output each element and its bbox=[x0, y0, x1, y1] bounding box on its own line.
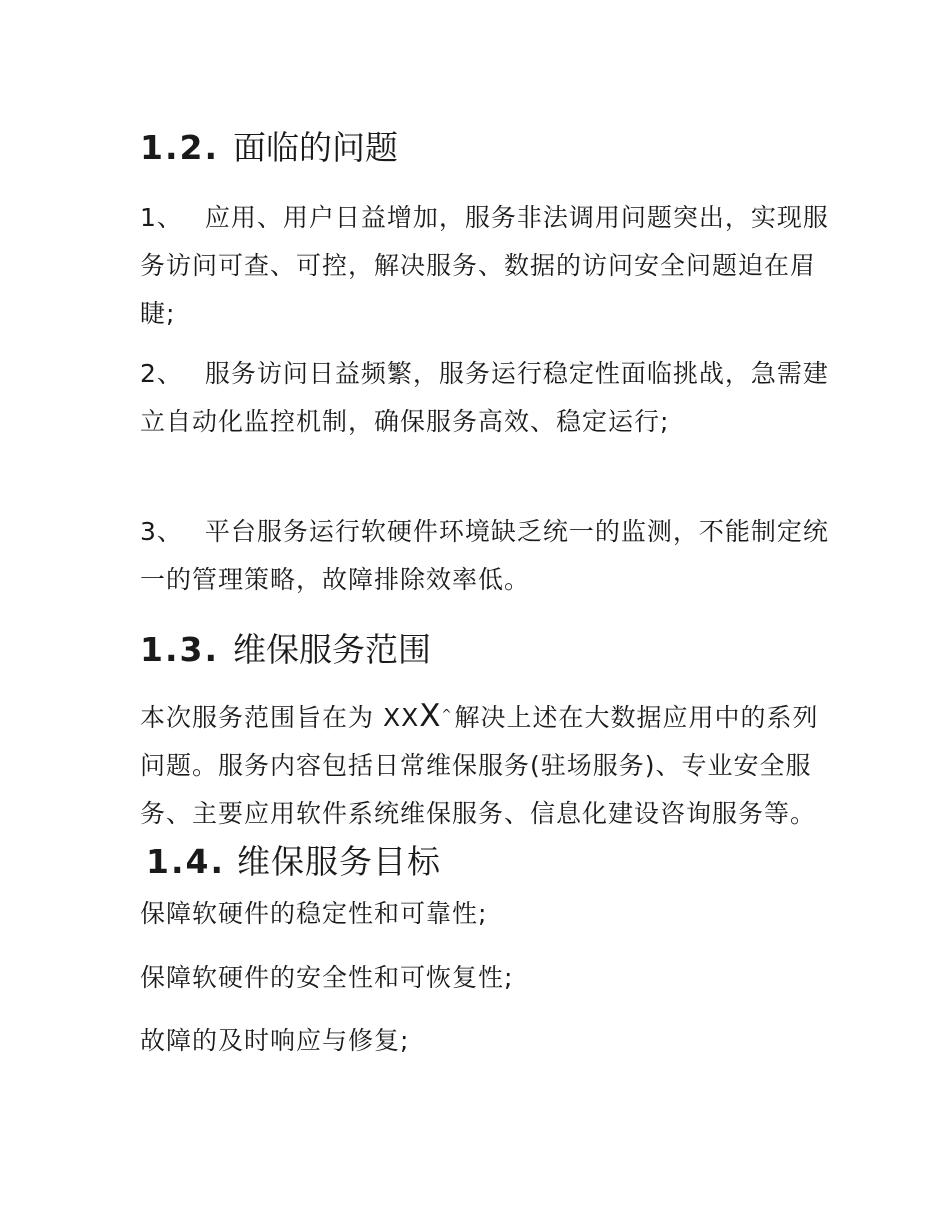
problem-item-3 bbox=[140, 508, 830, 604]
problem-index: 2、 bbox=[140, 359, 183, 388]
scope-text-start: 本次服务范围旨在为 XX bbox=[140, 703, 420, 732]
problem-text: 平台服务运行软硬件环境缺乏统一的监测，不能制定统一的管理策略，故障排除效率低。 bbox=[140, 517, 829, 594]
scope-text-rest: 解决上述在大数据应用中的系列问题。服务内容包括日常维保服务(驻场服务)、专业安全服务、主要应用软件系统维保服务、信息化建设咨询服务等。 bbox=[140, 703, 819, 828]
section-title: 面临的问题 bbox=[233, 128, 398, 167]
scope-caret-mark: ^ bbox=[441, 707, 453, 721]
problem-item-2 bbox=[140, 350, 830, 446]
scope-placeholder-x: X bbox=[419, 698, 442, 734]
scope-paragraph bbox=[140, 690, 830, 889]
section-title: 维保服务目标 bbox=[237, 842, 441, 881]
section-number: 1.4. bbox=[146, 842, 225, 881]
section-number: 1.2. bbox=[140, 128, 219, 167]
problem-text: 应用、用户日益增加，服务非法调用问题突出，实现服务访问可查、可控，解决服务、数据的访问安全问题迫在眉睫; bbox=[140, 203, 829, 328]
section-heading-1-3 bbox=[140, 630, 431, 670]
section-heading-1-4 bbox=[146, 842, 441, 881]
goal-item-2: 保障软硬件的安全性和可恢复性; bbox=[140, 963, 514, 992]
section-title: 维保服务范围 bbox=[233, 630, 431, 669]
problem-text: 服务访问日益频繁，服务运行稳定性面临挑战，急需建立自动化监控机制，确保服务高效、稳定运行; bbox=[140, 359, 829, 436]
problem-index: 1、 bbox=[140, 203, 183, 232]
goal-item-1: 保障软硬件的稳定性和可靠性; bbox=[140, 899, 488, 928]
problem-index: 3、 bbox=[140, 517, 183, 546]
section-heading-1-2 bbox=[140, 128, 398, 168]
goal-item-3: 故障的及时响应与修复; bbox=[140, 1026, 410, 1055]
problem-item-1 bbox=[140, 194, 830, 338]
section-number: 1.3. bbox=[140, 630, 219, 669]
